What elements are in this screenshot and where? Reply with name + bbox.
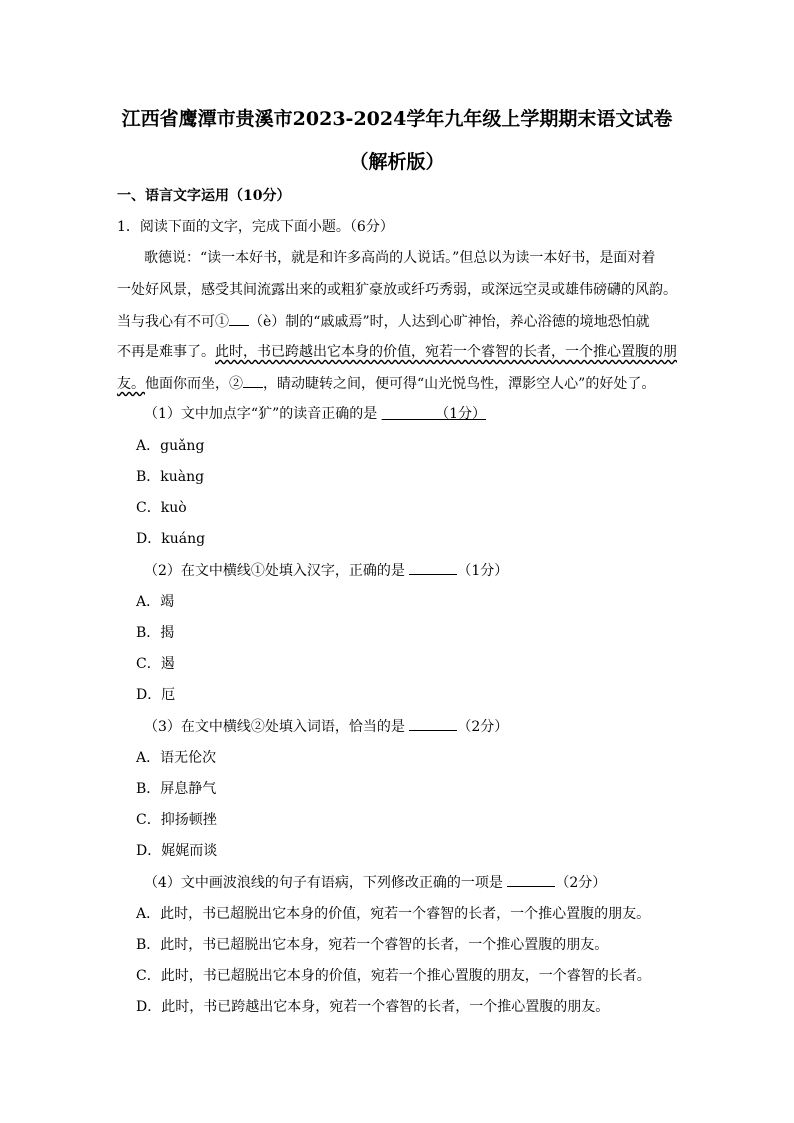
option-a: A．语无伦次: [136, 750, 217, 766]
passage-text: ，睛动睫转之间，便可得“山光悦鸟性，潭影空人心”的好处了。: [263, 376, 656, 392]
score: （2分）: [457, 719, 509, 735]
passage-text: 不再是难事了。: [117, 344, 215, 360]
document-subtitle: （解析版）: [349, 151, 445, 173]
sub-question-4: [144, 872, 606, 893]
answer-blank: [409, 560, 457, 575]
option-c: C．此时，书已超脱出它本身的价值，宛若一个推心置腹的朋友，一个睿智的长者。: [136, 968, 651, 984]
sub-question-stem: （3）在文中横线②处填入词语，恰当的是: [144, 719, 405, 735]
sub-question-2: [144, 560, 508, 581]
score: （1分）: [435, 406, 487, 422]
blank-marker: ②: [229, 376, 243, 392]
question-stem: 1．阅读下面的文字，完成下面小题。（6分）: [117, 219, 394, 235]
option-b: B．屏息静气: [136, 781, 217, 797]
option-b: B．揭: [136, 625, 175, 641]
passage-line: [117, 373, 655, 394]
passage-text: 当与我心有不可: [117, 314, 215, 330]
wavy-underlined-sentence: 友。: [117, 376, 145, 392]
option-b: B．kuàng: [136, 469, 205, 485]
option-a: A．此时，书已超脱出它本身的价值，宛若一个睿智的长者，一个推心置腹的朋友。: [136, 906, 651, 922]
wavy-underlined-sentence: 此时，书已跨越出它本身的价值，宛若一个睿智的长者，一个推心置腹的朋: [215, 344, 677, 360]
passage-text: 他面你而坐，: [145, 376, 229, 392]
option-d: D．此时，书已跨越出它本身，宛若一个睿智的长者，一个推心置腹的朋友。: [136, 999, 610, 1015]
sub-question-stem: （4）文中画波浪线的句子有语病，下列修改正确的一项是: [144, 875, 503, 891]
sub-question-stem: （1）文中加点字“犷”的读音正确的是: [144, 406, 378, 422]
sub-question-3: [144, 716, 508, 737]
document-title: 江西省鹰潭市贵溪市2023-2024学年九年级上学期期末语文试卷: [121, 108, 673, 130]
blank-marker: ①: [215, 314, 229, 330]
option-a: A．guǎng: [136, 438, 205, 454]
passage-line: [117, 342, 677, 362]
option-b: B．此时，书已超脱出它本身，宛若一个睿智的长者，一个推心置腹的朋友。: [136, 937, 609, 953]
option-d: D．娓娓而谈: [136, 843, 218, 859]
answer-blank: [507, 872, 555, 887]
option-d: D．厄: [136, 687, 176, 703]
sub-question-stem: （2）在文中横线①处填入汉字，正确的是: [144, 563, 405, 579]
answer-blank: [409, 716, 457, 731]
passage-text: （è）制的“戚戚焉”时，人达到心旷神怡，养心浴德的境地恐怕就: [249, 314, 650, 330]
option-c: C．抑扬顿挫: [136, 812, 217, 828]
option-c: C．kuò: [136, 500, 187, 516]
section-heading: 一、语言文字运用（10分）: [117, 188, 291, 204]
fill-blank: [243, 373, 263, 388]
score: （2分）: [555, 875, 607, 891]
score: （1分）: [457, 563, 509, 579]
fill-blank: [229, 311, 249, 326]
option-a: A．竭: [136, 594, 175, 610]
sub-question-1: [144, 404, 486, 424]
option-c: C．遏: [136, 656, 175, 672]
option-d: D．kuáng: [136, 531, 206, 547]
passage-line: 歌德说：“读一本好书，就是和许多高尚的人说话。”但总以为读一本好书，是面对着: [144, 250, 656, 266]
passage-line: [117, 311, 650, 332]
passage-line: 一处好风景，感受其间流露出来的或粗犷豪放或纤巧秀弱，或深远空灵或雄伟磅礴的风韵。: [117, 282, 677, 298]
